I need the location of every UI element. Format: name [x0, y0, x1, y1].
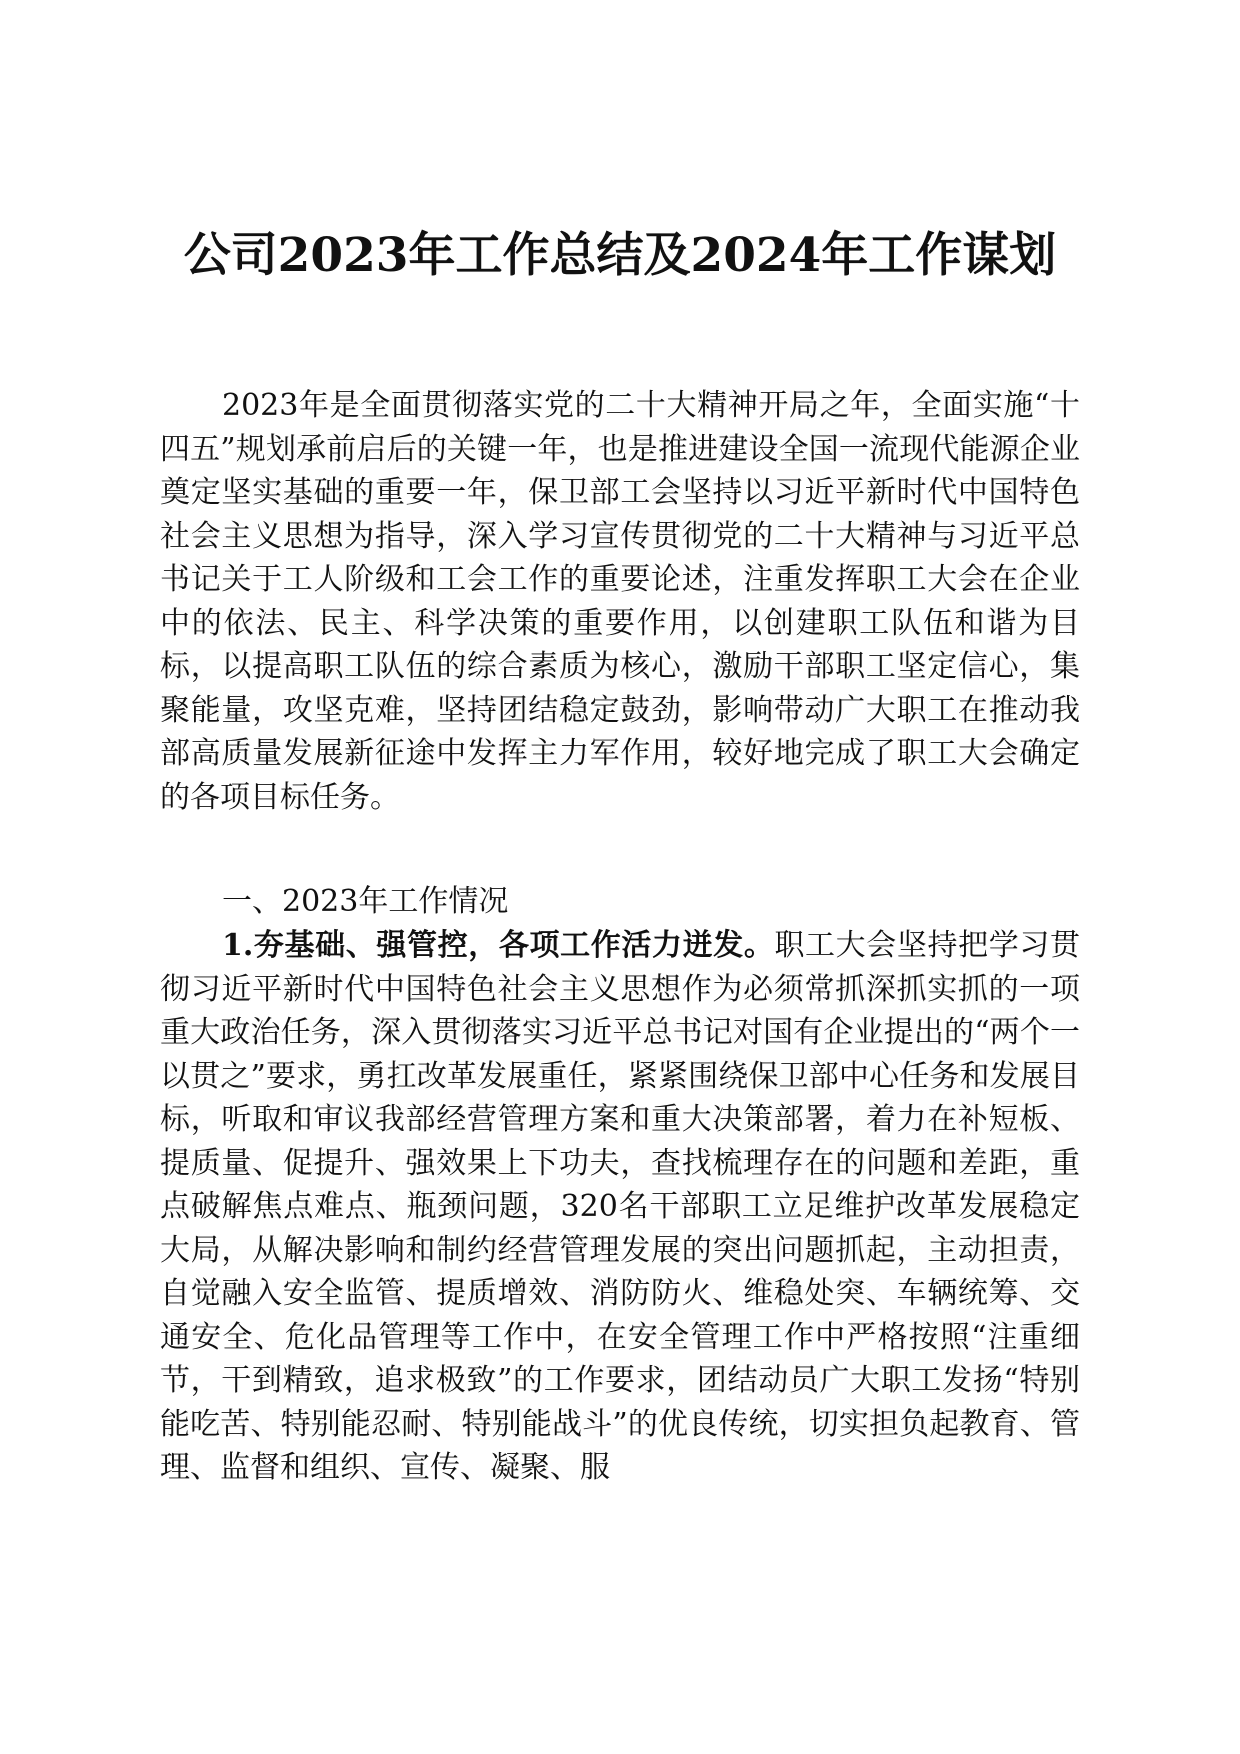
document-title: 公司2023年工作总结及2024年工作谋划 — [183, 228, 1057, 283]
item-body: 职工大会坚持把学习贯彻习近平新时代中国特色社会主义思想作为必须常抓深抓实抓的一项重大政治任务，深入贯彻落实习近平总书记对国有企业提出的“两个一以贯之”要求，勇扛改革发展重任，紧紧围绕保卫部中心任务和发展目标，听取和审议我部经营管理方案和重大决策部署，着力在补短板、提质量、促提升、强效果上下功夫，查找梳理存在的问题和差距，重点破解焦点难点、瓶颈问题，320名干部职工立足维护改革发展稳定大局，从解决影响和制约经营管理发展的突出问题抓起，主动担责，自觉融入安全监管、提质增效、消防防火、维稳处突、车辆统筹、交通安全、危化品管理等工作中，在安全管理工作中严格按照“注重细节，干到精致，追求极致”的工作要求，团结动员广大职工发扬“特别能吃苦、特别能忍耐、特别能战斗”的优良传统，切实担负起教育、管理、监督和组织、宣传、凝聚、服 — [160, 928, 1080, 1485]
item-paragraph — [160, 924, 1080, 1490]
section-heading: 一、2023年工作情况 — [222, 884, 509, 919]
item-lead: 1.夯基础、强管控，各项工作活力迸发。 — [222, 928, 775, 963]
intro-paragraph: 2023年是全面贯彻落实党的二十大精神开局之年，全面实施“十四五”规划承前启后的关键一年，也是推进建设全国一流现代能源企业奠定坚实基础的重要一年，保卫部工会坚持以习近平新时代中国特色社会主义思想为指导，深入学习宣传贯彻党的二十大精神与习近平总书记关于工人阶级和工会工作的重要论述，注重发挥职工大会在企业中的依法、民主、科学决策的重要作用，以创建职工队伍和谐为目标，以提高职工队伍的综合素质为核心，激励干部职工坚定信心，集聚能量，攻坚克难，坚持团结稳定鼓劲，影响带动广大职工在推动我部高质量发展新征途中发挥主力军作用，较好地完成了职工大会确定的各项目标任务。 — [160, 388, 1080, 815]
